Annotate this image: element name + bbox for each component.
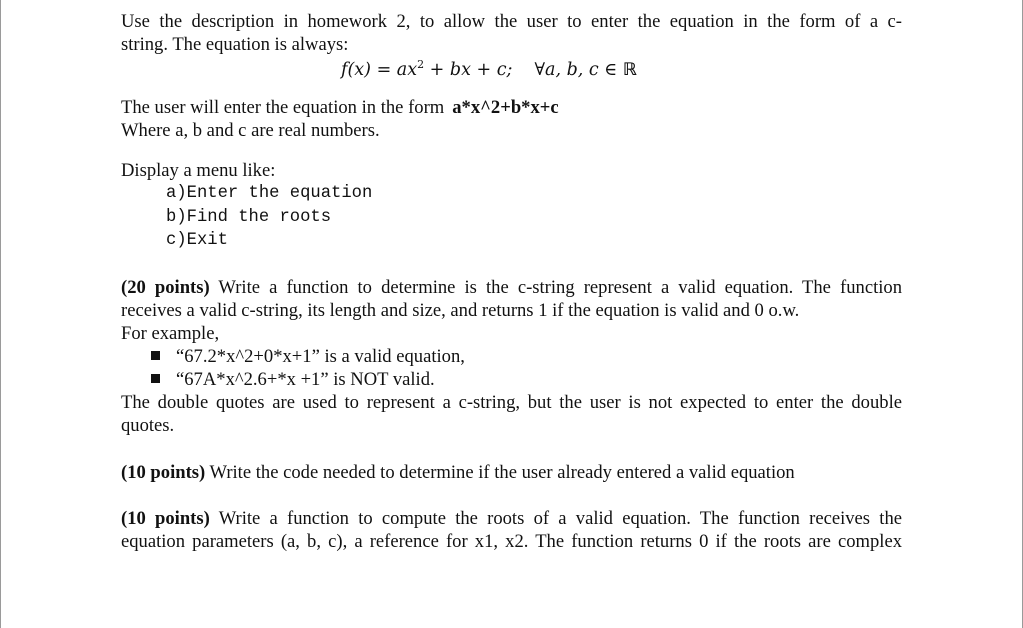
reals-symbol: ℝ: [622, 60, 637, 80]
task2-points: (10 points): [121, 462, 206, 483]
task1-line-2: receives a valid c-string, its length and size, and returns 1 if the equation is valid and 0 o.w.: [121, 300, 800, 321]
intro-line-2: string. The equation is always:: [121, 34, 349, 55]
bullet-text-valid: “67.2*x^2+0*x+1” is a valid equation,: [176, 346, 465, 367]
menu-item-enter: a)Enter the equation: [166, 184, 373, 203]
input-form-code: a*x^2+b*x+c: [452, 97, 559, 118]
task3-points: (10 points): [121, 508, 210, 529]
square-bullet-icon: [151, 374, 160, 383]
where-line: Where a, b and c are real numbers.: [121, 120, 380, 141]
menu-item-roots: b)Find the roots: [166, 208, 332, 227]
equation-a-term: ax: [396, 60, 418, 80]
equation-quantifier: ∀a, b, c ∈: [534, 60, 623, 80]
task1-text-1: Write a function to determine is the c-string represent a valid equation. The function: [209, 277, 902, 298]
intro-line-1: Use the description in homework 2, to allow the user to enter the equation in the form of a c-: [121, 11, 902, 32]
equation-exponent: 2: [417, 58, 425, 71]
square-bullet-icon: [151, 351, 160, 360]
input-form-line: [121, 97, 559, 119]
menu-item-exit: c)Exit: [166, 231, 228, 250]
task2-text: Write the code needed to determine if the user already entered a valid equation: [205, 462, 795, 483]
equation: [341, 58, 637, 82]
task1-line-3: For example,: [121, 323, 220, 344]
menu-heading: Display a menu like:: [121, 160, 276, 181]
equation-lhs: f(x) =: [341, 60, 397, 80]
list-item: [151, 346, 465, 368]
equation-rest: + bx + c;: [424, 60, 513, 80]
note-line-1: The double quotes are used to represent a c-string, but the user is not expected to enter the double: [121, 392, 902, 413]
bullet-text-invalid: “67A*x^2.6+*x +1” is NOT valid.: [176, 369, 435, 390]
list-item: [151, 369, 435, 391]
note-line-2: quotes.: [121, 415, 175, 436]
task1-line-1: [121, 277, 902, 299]
task3-line-1: [121, 508, 902, 530]
task1-points: (20 points): [121, 277, 210, 298]
task3-line-2: equation parameters (a, b, c), a reference for x1, x2. The function returns 0 if the roots are complex: [121, 531, 902, 552]
input-form-text: The user will enter the equation in the form: [121, 97, 445, 118]
task2-line-1: [121, 462, 795, 484]
task3-text-1: Write a function to compute the roots of a valid equation. The function receives the: [209, 508, 902, 529]
